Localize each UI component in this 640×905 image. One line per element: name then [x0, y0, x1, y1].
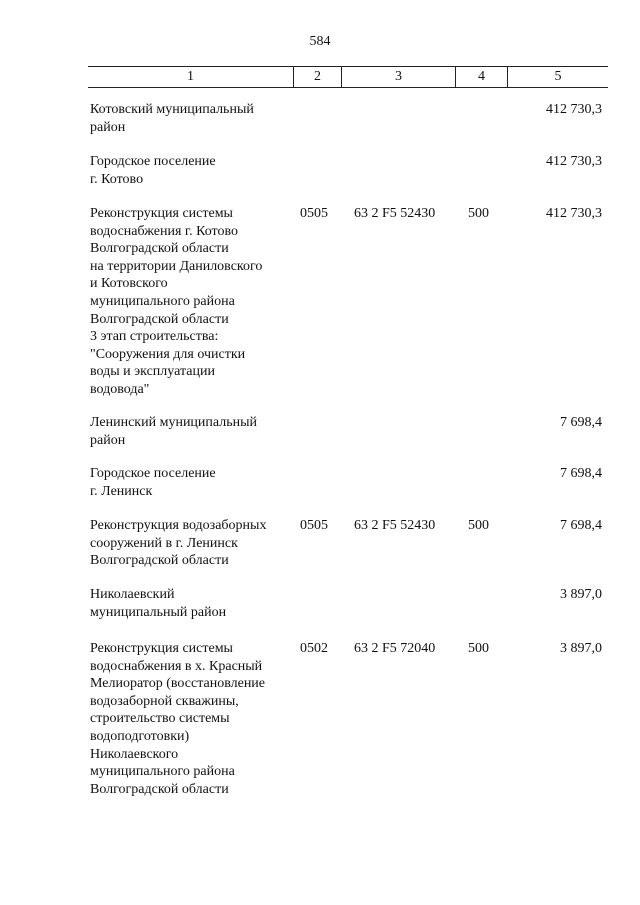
row-amount: 412 730,3	[546, 154, 602, 169]
row-section: 0505	[300, 206, 328, 221]
header-col-3: 3	[341, 67, 455, 87]
row-expense-type: 500	[468, 206, 489, 221]
row-target-article: 63 2 F5 52430	[354, 206, 436, 221]
row-name: Реконструкция водозаборных сооружений в г. Ленинск Волгоградской области	[90, 518, 267, 569]
row-name: Котовский муниципальный район	[90, 102, 254, 135]
row-name: Реконструкция системы водоснабжения г. Котово Волгоградской области на территории Даниловского и Котовского муниципального района Волгоградской области 3 этап строительства: "Сооружения для очистки воды и эксплуатации водовода"	[90, 206, 263, 397]
table-header	[88, 66, 608, 88]
row-name: Городское поселение г. Котово	[90, 154, 216, 187]
page-number: 584	[309, 34, 331, 49]
row-target-article: 63 2 F5 72040	[354, 641, 436, 656]
row-amount: 412 730,3	[546, 206, 602, 221]
header-col-1: 1	[187, 69, 194, 84]
header-col-4: 4	[455, 67, 507, 87]
header-col-2: 2	[293, 67, 341, 87]
row-name: Николаевский муниципальный район	[90, 587, 227, 620]
header-col-5: 5	[507, 67, 608, 87]
row-amount: 412 730,3	[546, 102, 602, 117]
row-name: Реконструкция системы водоснабжения в х. Красный Мелиоратор (восстановление водозаборной скважины, строительство системы водоподготовки) Николаевского муниципального района Волгоградской области	[90, 641, 266, 797]
row-name: Городское поселение г. Ленинск	[90, 466, 216, 499]
row-section: 0502	[300, 641, 328, 656]
row-amount: 3 897,0	[560, 587, 602, 602]
row-amount: 7 698,4	[560, 466, 602, 481]
row-expense-type: 500	[468, 518, 489, 533]
row-amount: 7 698,4	[560, 415, 602, 430]
row-amount: 7 698,4	[560, 518, 602, 533]
row-name: Ленинский муниципальный район	[90, 415, 258, 448]
row-target-article: 63 2 F5 52430	[354, 518, 436, 533]
row-amount: 3 897,0	[560, 641, 602, 656]
row-section: 0505	[300, 518, 328, 533]
row-expense-type: 500	[468, 641, 489, 656]
